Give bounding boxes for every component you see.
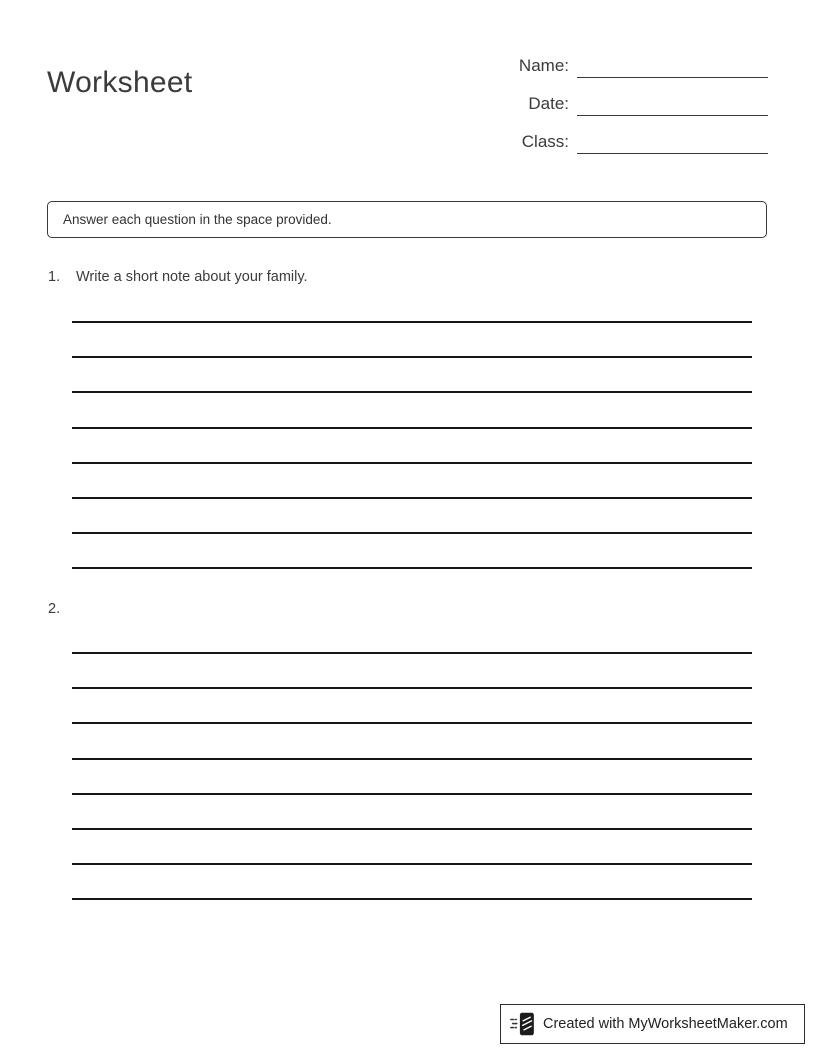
answer-line — [72, 722, 752, 724]
answer-line — [72, 793, 752, 795]
answer-line — [72, 567, 752, 569]
class-field-blank-line — [577, 127, 768, 154]
myworksheetmaker-logo-icon — [510, 1009, 537, 1039]
student-info-fields — [519, 50, 768, 154]
date-field-label: Date: — [528, 94, 569, 114]
question-2-header — [48, 601, 76, 617]
page-title: Worksheet — [47, 66, 193, 100]
answer-line — [72, 687, 752, 689]
answer-line — [72, 863, 752, 865]
question-2-answer-lines — [72, 652, 752, 934]
answer-line — [72, 652, 752, 654]
answer-line — [72, 391, 752, 393]
answer-line — [72, 356, 752, 358]
date-field-row — [519, 88, 768, 116]
question-2-number: 2. — [48, 601, 61, 617]
name-field-row — [519, 50, 768, 78]
answer-line — [72, 828, 752, 830]
class-field-label: Class: — [521, 132, 569, 152]
name-field-blank-line — [577, 51, 768, 78]
answer-line — [72, 321, 752, 323]
answer-line — [72, 758, 752, 760]
answer-line — [72, 898, 752, 900]
date-field-blank-line — [577, 89, 768, 116]
question-1-answer-lines — [72, 321, 752, 603]
name-field-label: Name: — [518, 56, 569, 76]
answer-line — [72, 427, 752, 429]
footer-credit-box — [500, 1004, 805, 1044]
class-field-row — [519, 126, 768, 154]
answer-line — [72, 462, 752, 464]
footer-credit-text: Created with MyWorksheetMaker.com — [543, 1016, 788, 1032]
answer-line — [72, 497, 752, 499]
instructions-text: Answer each question in the space provided. — [63, 212, 332, 227]
instructions-box — [47, 201, 767, 238]
question-1-text: Write a short note about your family. — [76, 269, 308, 285]
answer-line — [72, 532, 752, 534]
question-1-number: 1. — [48, 269, 61, 285]
question-1-header — [48, 269, 308, 285]
